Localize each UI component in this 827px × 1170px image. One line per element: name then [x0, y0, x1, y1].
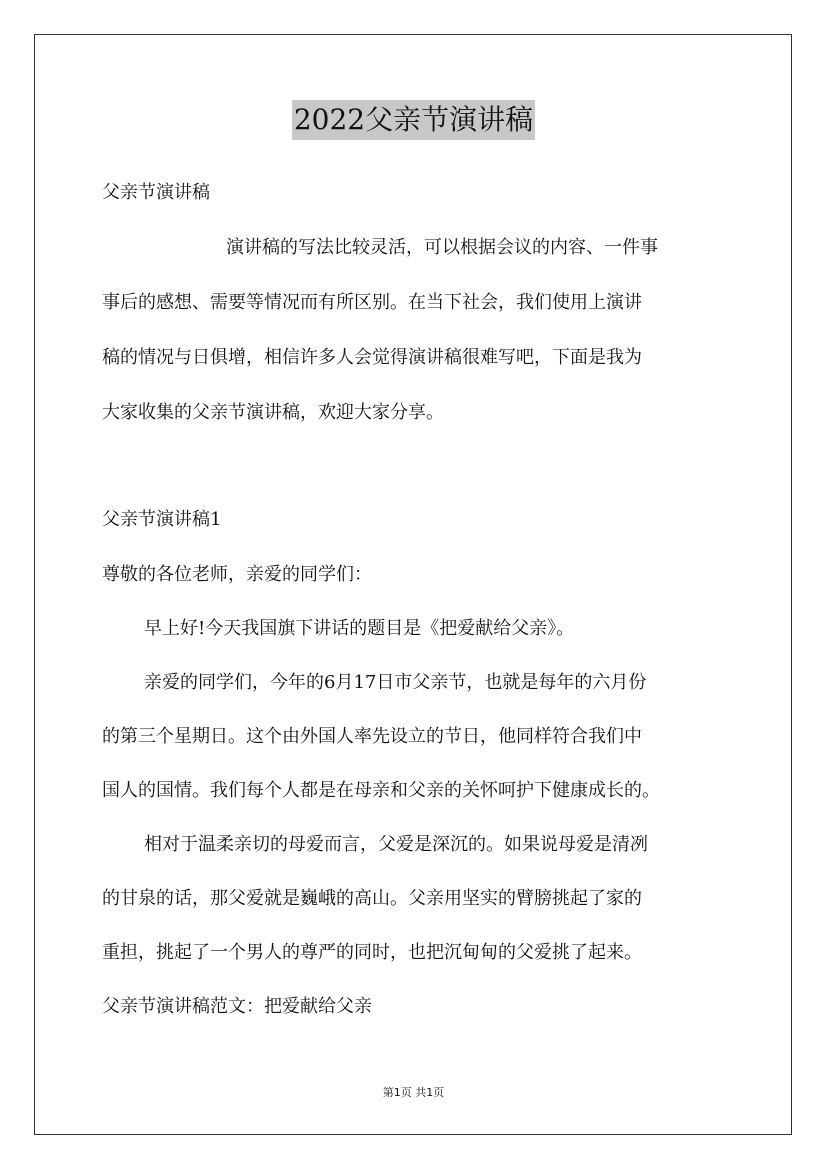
- paragraph-line: 演讲稿的写法比较灵活，可以根据会议的内容、一件事: [226, 237, 658, 258]
- page-footer: 第1页 共1页: [382, 1086, 445, 1099]
- paragraph-line: 亲爱的同学们，今年的6月17日市父亲节，也就是每年的六月份: [144, 672, 647, 693]
- paragraph-line: 的第三个星期日。这个由外国人率先设立的节日，他同样符合我们中: [102, 726, 642, 747]
- paragraph-line: 大家收集的父亲节演讲稿，欢迎大家分享。: [102, 402, 444, 423]
- document-title-wrap: [0, 100, 827, 140]
- paragraph-line: 的甘泉的话，那父爱就是巍峨的高山。父亲用坚实的臂膀挑起了家的: [102, 888, 642, 909]
- document-title: 2022父亲节演讲稿: [292, 100, 535, 140]
- paragraph-line: 稿的情况与日俱增，相信许多人会觉得演讲稿很难写吧，下面是我为: [102, 347, 642, 368]
- paragraph-line: 相对于温柔亲切的母爱而言，父爱是深沉的。如果说母爱是清冽: [144, 834, 648, 855]
- section-heading: 父亲节演讲稿1: [102, 509, 222, 530]
- section-heading: 父亲节演讲稿: [102, 182, 210, 203]
- paragraph-line: 事后的感想、需要等情况而有所区别。在当下社会，我们使用上演讲: [102, 292, 642, 313]
- paragraph-line: 早上好!今天我国旗下讲话的题目是《把爱献给父亲》。: [144, 618, 575, 639]
- section-heading: 父亲节演讲稿范文：把爱献给父亲: [102, 996, 372, 1017]
- paragraph-line: 重担，挑起了一个男人的尊严的同时，也把沉甸甸的父爱挑了起来。: [102, 942, 642, 963]
- paragraph-line: 国人的国情。我们每个人都是在母亲和父亲的关怀呵护下健康成长的。: [102, 780, 660, 801]
- salutation: 尊敬的各位老师，亲爱的同学们：: [102, 564, 372, 585]
